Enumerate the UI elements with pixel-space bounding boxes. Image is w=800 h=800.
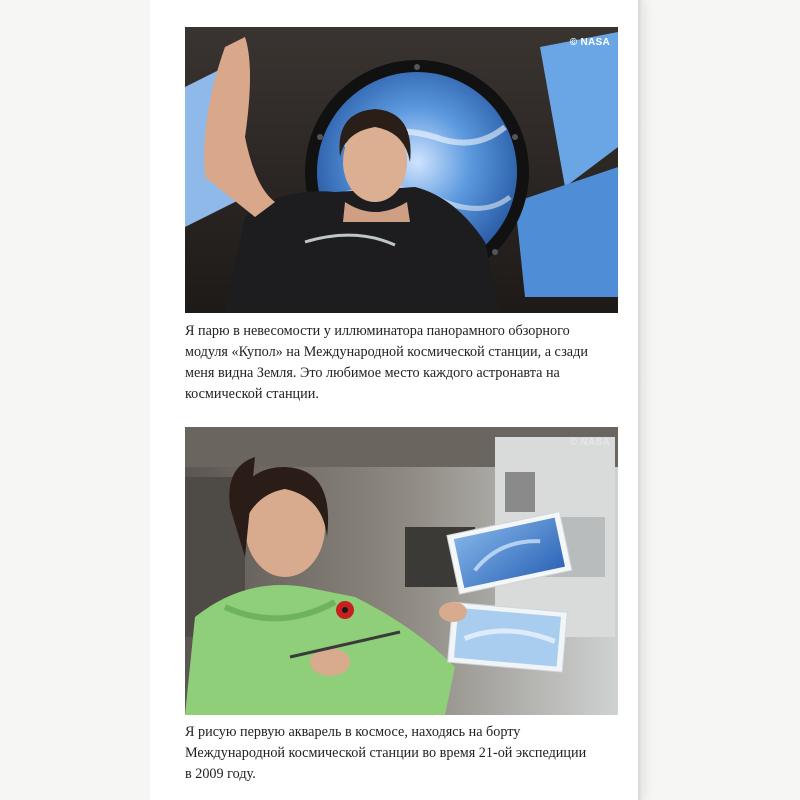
caption-line: меня видна Земля. Это любимое место каждого астронавта на xyxy=(185,365,560,381)
photo-credit: © NASA xyxy=(569,37,610,48)
watercolor-photo xyxy=(185,427,618,715)
photo-credit: © NASA xyxy=(569,437,610,448)
page-spine-edge xyxy=(638,0,644,800)
caption-line: Я парю в невесомости у иллюминатора панорамного обзорного xyxy=(185,323,570,339)
photo-caption-watercolor xyxy=(185,722,625,785)
caption-line: Я рисую первую акварель в космосе, находясь на борту xyxy=(185,724,521,740)
caption-line: Международной космической станции во время 21-ой экспедиции xyxy=(185,745,587,761)
caption-line: модуля «Купол» на Международной космической станции, а сзади xyxy=(185,344,588,360)
caption-line: в 2009 году. xyxy=(185,766,256,782)
cupola-photo-image xyxy=(185,27,618,313)
cupola-photo xyxy=(185,27,618,313)
photo-caption-cupola xyxy=(185,321,625,405)
watercolor-photo-image xyxy=(185,427,618,715)
caption-line: космической станции. xyxy=(185,386,319,402)
